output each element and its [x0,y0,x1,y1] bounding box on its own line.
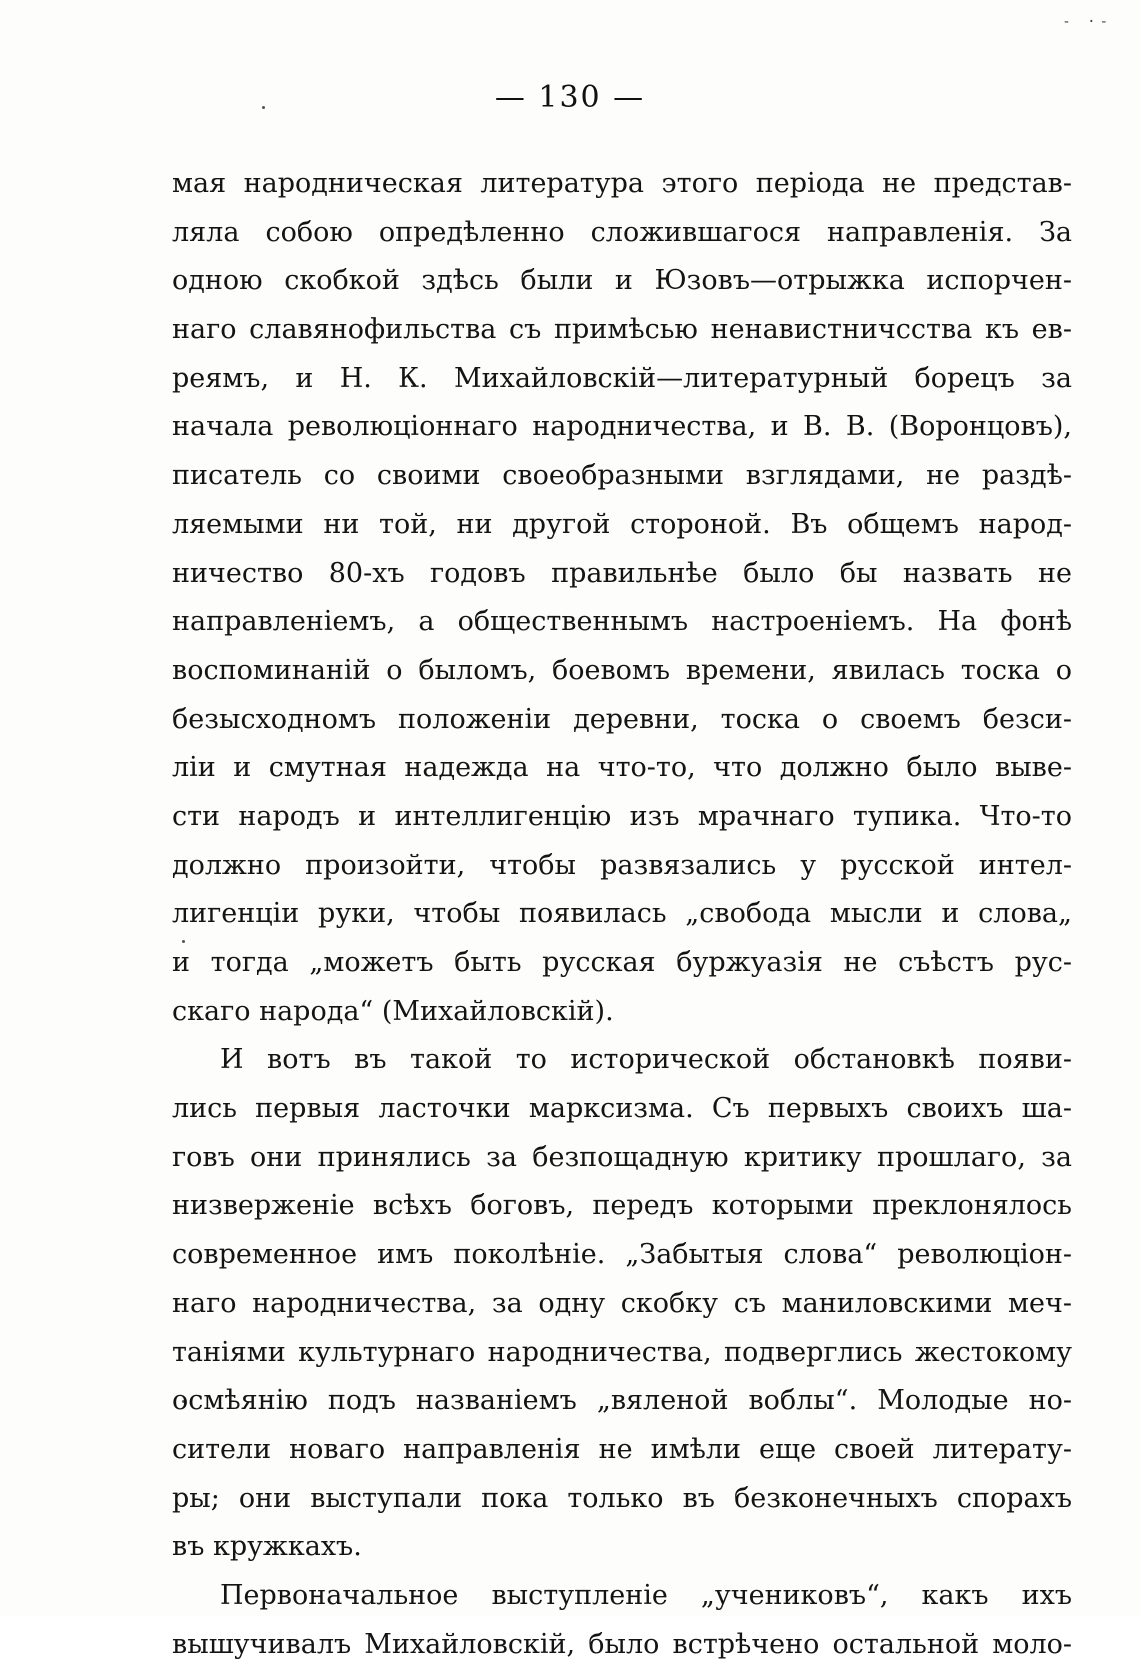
text-line: ляла собою опредѣленно сложившагося направленія. За [172,216,1072,248]
text-line: современное имъ поколѣніе. „Забытыя слова“ революціон- [172,1239,1072,1271]
text-line: вышучивалъ Михайловскій, было встрѣчено остальной моло- [172,1628,1072,1660]
text-line: сти народъ и интеллигенцію изъ мрачнаго тупика. Что-то [172,800,1072,832]
body-text [172,160,1072,1669]
text-line: таніями культурнаго народничества, подверглись жестокому [172,1336,1072,1368]
text-line: должно произойти, чтобы развязались у русской интел- [172,849,1072,881]
text-line: одною скобкой здѣсь были и Юзовъ—отрыжка испорчен- [172,265,1072,297]
text-line: наго народничества, за одну скобку съ маниловскими меч- [172,1287,1072,1319]
text-line: и тогда „можетъ быть русская буржуазія не съѣстъ рус- [172,947,1072,978]
corner-print-marks: - ·- [1062,14,1112,30]
text-line: мая народническая литература этого періода не представ- [172,168,1072,199]
text-line: начала революціоннаго народничества, и В. В. (Воронцовъ), [172,411,1072,443]
text-line: ляемыми ни той, ни другой стороной. Въ общемъ народ- [172,508,1072,540]
text-line: наго славянофильства съ примѣсью ненавистничсства къ ев- [172,314,1072,346]
text-line: направленіемъ, а общественнымъ настроеніемъ. На фонѣ [172,606,1072,638]
text-line: ничество 80-хъ годовъ правильнѣе было бы назвать не [172,557,1072,589]
text-line: воспоминаній о быломъ, боевомъ времени, явилась тоска о [172,654,1072,686]
print-speck [262,106,265,109]
text-line: писатель со своими своеобразными взглядами, не раздѣ- [172,460,1072,492]
text-line: въ кружкахъ. [172,1531,362,1563]
text-line: безысходномъ положеніи деревни, тоска о своемъ безси- [172,703,1072,735]
text-line: говъ они принялись за безпощадную критику прошлаго, за [172,1141,1072,1173]
text-line-indented: Первоначальное выступленіе „учениковъ“, какъ ихъ [220,1579,1072,1611]
text-line-indented: И вотъ въ такой то исторической обстановкѣ появи- [220,1044,1072,1076]
text-line: ры; они выступали пока только въ безконечныхъ спорахъ [172,1482,1072,1514]
text-line: ліи и смутная надежда на что-то, что должно было выве- [172,752,1072,784]
text-line: скаго народа“ (Михайловскій). [172,995,614,1027]
text-line: реямъ, и Н. К. Михайловскій—литературный борецъ за [172,362,1072,394]
page-number: — 130 — [494,80,646,115]
text-line: лись первыя ласточки марксизма. Съ первыхъ своихъ ша- [172,1093,1072,1125]
text-line: осмѣянію подъ названіемъ „вяленой воблы“. Молодые но- [172,1385,1072,1417]
text-line: лигенціи руки, чтобы появилась „свобода мысли и слова„ [172,898,1072,930]
text-line: низверженіе всѣхъ боговъ, передъ которыми преклонялось [172,1190,1072,1222]
text-line: сители новаго направленія не имѣли еще своей литерату- [172,1433,1072,1465]
